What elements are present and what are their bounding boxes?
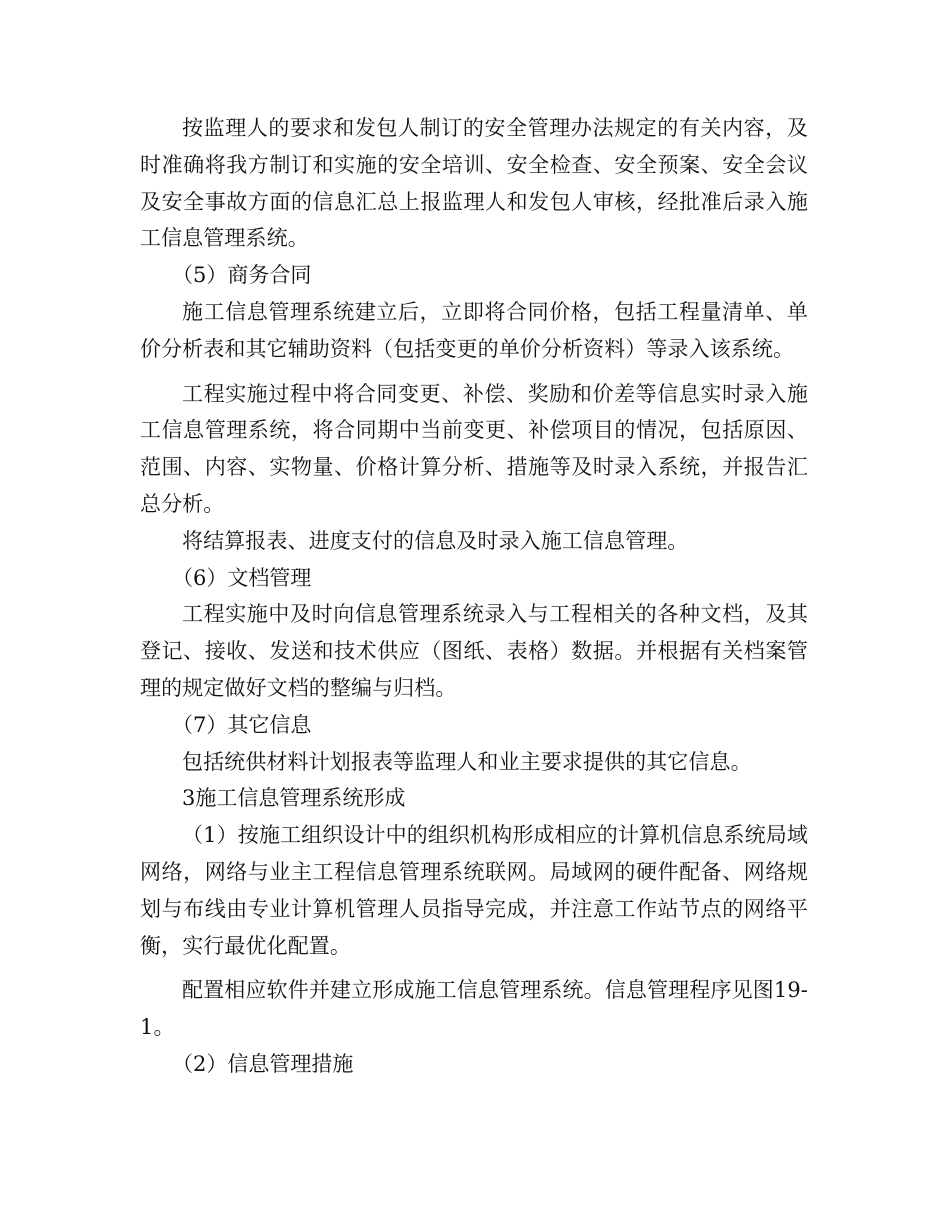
document-body [140,110,808,1083]
subheading-business-contract: （5）商务合同 [172,263,312,288]
paragraph-settlement: 将结算报表、进度支付的信息及时录入施工信息管理。 [182,528,689,553]
paragraph-document-entry: 工程实施中及时向信息管理系统录入与工程相关的各种文档，及其登记、接收、发送和技术供应（图纸、表格）数据。并根据有关档案管理的规定做好文档的整编与归档。 [140,602,808,700]
paragraph-other-info: 包括统供材料计划报表等监理人和业主要求提供的其它信息。 [182,749,752,774]
subheading-other-info: （7）其它信息 [172,712,312,737]
subheading-document-management: （6）文档管理 [172,565,312,590]
subheading-info-measures: （2）信息管理措施 [172,1051,354,1076]
paragraph-software-config: 配置相应软件并建立形成施工信息管理系统。信息管理程序见图19-1。 [140,978,808,1040]
paragraph-contract-price: 施工信息管理系统建立后，立即将合同价格，包括工程量清单、单价分析表和其它辅助资料（包括变更的单价分析资料）等录入该系统。 [140,299,808,361]
paragraph-safety-info: 按监理人的要求和发包人制订的安全管理办法规定的有关内容，及时准确将我方制订和实施的安全培训、安全检查、安全预案、安全会议及安全事故方面的信息汇总上报监理人和发包人审核，经批准后录入施工信息管理系统。 [140,116,808,251]
paragraph-contract-changes: 工程实施过程中将合同变更、补偿、奖励和价差等信息实时录入施工信息管理系统，将合同期中当前变更、补偿项目的情况，包括原因、范围、内容、实物量、价格计算分析、措施等及时录入系统，并报告汇总分析。 [140,381,808,516]
paragraph-network-setup: （1）按施工组织设计中的组织机构形成相应的计算机信息系统局域网络，网络与业主工程信息管理系统联网。局域网的硬件配备、网络规划与布线由专业计算机管理人员指导完成，并注意工作站节点的网络平衡，实行最优化配置。 [140,823,808,958]
section-heading-system-formation: 3施工信息管理系统形成 [182,786,406,811]
